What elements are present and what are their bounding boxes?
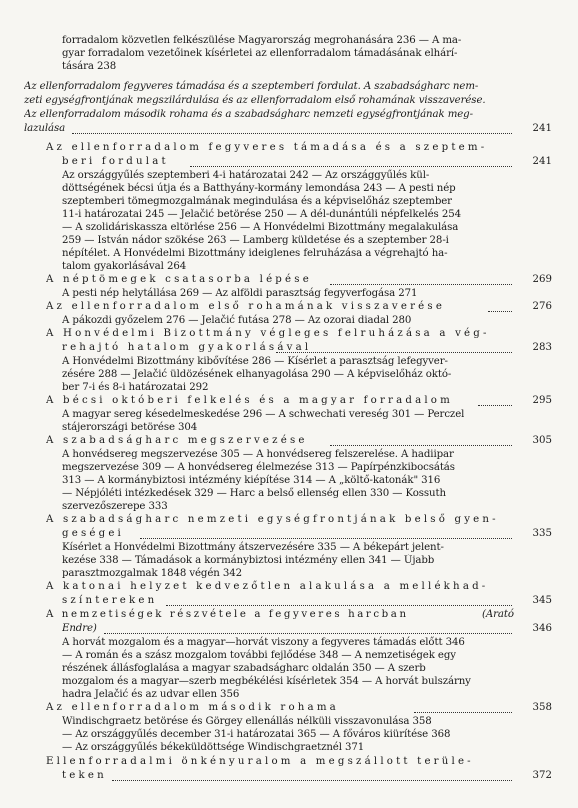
- chapter-summary-line: Az ellenforradalom fegyveres támadása és a szeptemberi fordulat. A szabadságharc nem-: [24, 81, 479, 92]
- section-heading: színtereken: [62, 595, 158, 606]
- section-heading: Az ellenforradalom fegyveres támadása és a szeptem-: [46, 142, 488, 153]
- toc-line: Windischgraetz betörése és Görgey ellenállás nélküli visszavonulása 358: [62, 716, 432, 727]
- section-heading: A szabadságharc nemzeti egységfrontjának belső gyen-: [46, 514, 499, 525]
- section-heading: A katonai helyzet kedvezőtlen alakulása a mellékhad-: [46, 581, 489, 592]
- toc-line: A horvát mozgalom és a magyar—horvát viszony a fegyveres támadás előtt 346: [62, 637, 465, 648]
- toc-line: — A szolidáriskassza eltörlése 256 — A Honvédelmi Bizottmány megalakulása: [62, 222, 459, 233]
- toc-line: döttségének bécsi útja és a Batthyány-kormány lemondása 243 — A pesti nép: [62, 183, 456, 194]
- page-number: 295: [532, 395, 552, 406]
- toc-line: Az országgyűlés szeptemberi 4-i határozatai 242 — Az országgyűlés kül-: [62, 170, 430, 181]
- author-name: (Arató: [482, 609, 514, 620]
- page-number: 345: [532, 595, 552, 606]
- section-heading: A néptömegek csatasorba lépése: [46, 274, 312, 285]
- dot-leader: [72, 133, 512, 134]
- chapter-summary-line: zeti egységfrontjának megszilárdulása és az ellenforradalom első rohamának visszaverése.: [24, 95, 486, 106]
- toc-line: A pesti nép helytállása 269 — Az alföldi parasztság fegyverfogása 271: [62, 288, 418, 299]
- toc-line: 313 — A kormánybiztosi intézmény kiépítése 314 — A „költő-katonák" 316: [62, 475, 441, 486]
- section-heading: A Honvédelmi Bizottmány végleges felruházása a vég-: [46, 328, 490, 339]
- page-number: 358: [532, 702, 552, 713]
- dot-leader: [104, 633, 512, 634]
- section-heading: Az ellenforradalom első rohamának visszaverése: [46, 301, 446, 312]
- toc-line: kezése 338 — Támadások a kormánybiztosi intézmény ellen 341 — Újabb: [62, 555, 435, 566]
- chapter-summary-line: Az ellenforradalom második rohama és a szabadságharc nemzeti egységfrontjának meg-: [24, 109, 473, 120]
- page-number: 241: [532, 156, 552, 167]
- dot-leader: [112, 780, 512, 781]
- page-number: 283: [532, 342, 552, 353]
- dot-leader: [414, 712, 512, 713]
- toc-line: stájerországi betörése 304: [62, 422, 198, 433]
- page-number: 372: [532, 770, 552, 781]
- toc-line: forradalom közvetlen felkészülése Magyarország megrohanására 236 — A ma-: [62, 35, 462, 46]
- section-heading: geségei: [62, 528, 125, 539]
- toc-line: részének állásfoglalása a magyar szabadságharc oldalán 350 — A szerb: [62, 663, 426, 674]
- page-number: 241: [532, 123, 552, 134]
- toc-line: megszervezése 309 — A honvédsereg élelmezése 313 — Papírpénzkibocsátás: [62, 462, 455, 473]
- toc-line: Kísérlet a Honvédelmi Bizottmány átszervezésére 335 — A békepárt jelent-: [62, 542, 444, 553]
- toc-line: A honvédsereg megszervezése 305 — A honvédsereg felszerelése. A hadiipar: [62, 449, 454, 460]
- toc-line: 259 — István nádor szökése 263 — Lamberg küldetése és a szeptember 28-i: [62, 235, 449, 246]
- page-number: 346: [532, 623, 552, 634]
- section-heading: Ellenforradalmi önkényuralom a megszállott terüle-: [46, 756, 474, 767]
- page-number: 276: [532, 301, 552, 312]
- dot-leader: [140, 538, 512, 539]
- page-number: 305: [532, 435, 552, 446]
- section-heading: A nemzetiségek részvétele a fegyveres harcban: [46, 609, 409, 620]
- dot-leader: [330, 284, 512, 285]
- toc-line: 11-i határozatai 245 — Jelačić betörése 250 — A dél-dunántúli népfelkelés 254: [62, 209, 461, 220]
- chapter-summary-line: lazulása: [24, 123, 66, 134]
- toc-line: hadra Jelačić és az udvar ellen 356: [62, 689, 240, 700]
- toc-line: — Az országgyűlés békeküldöttsége Windischgraetznél 371: [62, 742, 365, 753]
- toc-line: gyar forradalom vezetőinek kísérletei az ellenforradalom támadásának elhárí-: [62, 48, 458, 59]
- dot-leader: [330, 445, 512, 446]
- toc-line: A pákozdi győzelem 276 — Jelačić futása 278 — Az ozorai diadal 280: [62, 315, 412, 326]
- toc-line: A Honvédelmi Bizottmány kibővítése 286 — Kísérlet a parasztság lefegyver-: [62, 356, 448, 367]
- toc-line: — Az országgyűlés december 31-i határozatai 365 — A főváros kiürítése 368: [62, 729, 451, 740]
- page-number: 269: [532, 274, 552, 285]
- toc-line: talom gyakorlásával 264: [62, 261, 187, 272]
- toc-line: szervezőszerepe 333: [62, 501, 168, 512]
- toc-line: parasztmozgalmak 1848 végén 342: [62, 568, 243, 579]
- section-heading: teken: [62, 770, 107, 781]
- toc-line: tására 238: [62, 61, 117, 72]
- author-name: Endre): [62, 623, 97, 634]
- toc-line: népítélet. A Honvédelmi Bizottmány ideiglenes felruházása a végrehajtó ha-: [62, 248, 448, 259]
- toc-line: szeptemberi tömegmozgalmának megindulása és a képviselőház szeptember: [62, 196, 452, 207]
- dot-leader: [190, 166, 512, 167]
- section-heading: beri fordulat: [62, 156, 169, 167]
- toc-line: mozgalom és a magyar—szerb megbékélési kísérletek 354 — A horvát bulszárny: [62, 676, 471, 687]
- section-heading: rehajtó hatalom gyakorlásával: [62, 342, 312, 353]
- section-heading: A szabadságharc megszervezése: [46, 435, 308, 446]
- toc-line: — Népjóléti intézkedések 329 — Harc a belső ellenség ellen 330 — Kossuth: [62, 488, 446, 499]
- toc-line: — A román és a szász mozgalom további fejlődése 348 — A nemzetiségek egy: [62, 650, 456, 661]
- section-heading: Az ellenforradalom második rohama: [46, 702, 339, 713]
- section-heading: A bécsi októberi felkelés és a magyar forradalom: [46, 395, 454, 406]
- toc-line: ber 7-i és 8-i határozatai 292: [62, 382, 209, 393]
- toc-line: zésére 288 — Jelačić üldözésének elhanyagolása 290 — A képviselőház októ-: [62, 369, 452, 380]
- dot-leader: [166, 605, 512, 606]
- dot-leader: [488, 311, 512, 312]
- dot-leader: [276, 352, 512, 353]
- page-number: 335: [532, 528, 552, 539]
- dot-leader: [478, 405, 512, 406]
- toc-line: A magyar sereg késedelmeskedése 296 — A schwechati vereség 301 — Perczel: [62, 409, 465, 420]
